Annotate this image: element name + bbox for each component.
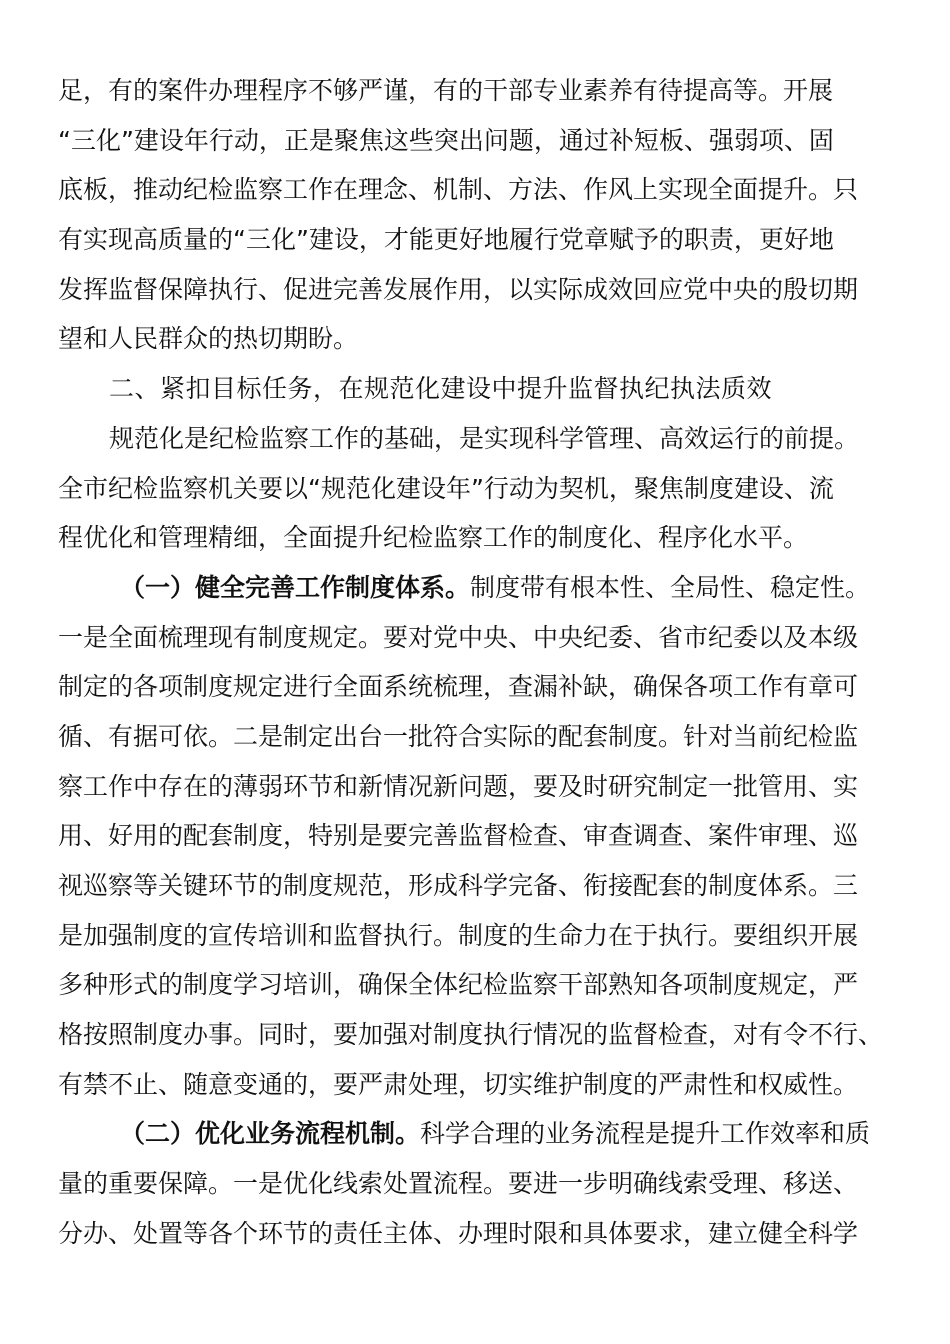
subsection-2-text: 科学合理的业务流程是提升工作效率和质 [420,1119,871,1149]
body-line: 量的重要保障。一是优化线索处置流程。要进一步明确线索受理、移送、 [58,1169,859,1199]
body-line: 有实现高质量的“三化”建设，才能更好地履行党章赋予的职责，更好地 [58,225,834,255]
body-line: 底板，推动纪检监察工作在理念、机制、方法、作风上实现全面提升。只 [58,175,859,205]
body-line: 是加强制度的宣传培训和监督执行。制度的生命力在于执行。要组织开展 [58,920,859,950]
body-line: 望和人民群众的热切期盼。 [58,324,359,354]
section-heading: 二、紧扣目标任务，在规范化建设中提升监督执纪执法质效 [109,374,773,404]
body-line: 一是全面梳理现有制度规定。要对党中央、中央纪委、省市纪委以及本级 [58,622,859,652]
subsection-1-title: （一）健全完善工作制度体系。 [120,572,471,602]
body-line: 足，有的案件办理程序不够严谨，有的干部专业素养有待提高等。开展 [58,76,834,105]
body-line: 规范化是纪检监察工作的基础，是实现科学管理、高效运行的前提。 [109,423,860,453]
body-line: 分办、处置等各个环节的责任主体、办理时限和具体要求，建立健全科学 [58,1218,859,1248]
body-line: 用、好用的配套制度，特别是要完善监督检查、审查调查、案件审理、巡 [58,821,859,851]
document-page [58,66,884,1259]
body-line: 制定的各项制度规定进行全面系统梳理，查漏补缺，确保各项工作有章可 [58,672,859,702]
body-line: 多种形式的制度学习培训，确保全体纪检监察干部熟知各项制度规定，严 [58,970,859,1000]
body-line: 察工作中存在的薄弱环节和新情况新问题，要及时研究制定一批管用、实 [58,771,859,801]
body-line: 视巡察等关键环节的制度规范，形成科学完备、衔接配套的制度体系。三 [58,871,859,900]
body-line: 格按照制度办事。同时，要加强对制度执行情况的监督检查，对有令不行、 [58,1020,884,1050]
body-line: 循、有据可依。二是制定出台一批符合实际的配套制度。针对当前纪检监 [58,721,859,751]
subsection-2-first-line [58,1109,880,1159]
body-line: 程优化和管理精细，全面提升纪检监察工作的制度化、程序化水平。 [58,523,809,553]
subsection-1-first-line [58,563,880,613]
subsection-2-title: （二）优化业务流程机制。 [120,1119,421,1149]
body-line: 有禁不止、随意变通的，要严肃处理，切实维护制度的严肃性和权威性。 [58,1069,859,1099]
body-line: 全市纪检监察机关要以“规范化建设年”行动为契机，聚焦制度建设、流 [58,473,834,503]
subsection-1-text: 制度带有根本性、全局性、稳定性。 [470,572,871,602]
body-line: 发挥监督保障执行、促进完善发展作用，以实际成效回应党中央的殷切期 [58,274,859,304]
body-line: “三化”建设年行动，正是聚焦这些突出问题，通过补短板、强弱项、固 [58,125,834,155]
